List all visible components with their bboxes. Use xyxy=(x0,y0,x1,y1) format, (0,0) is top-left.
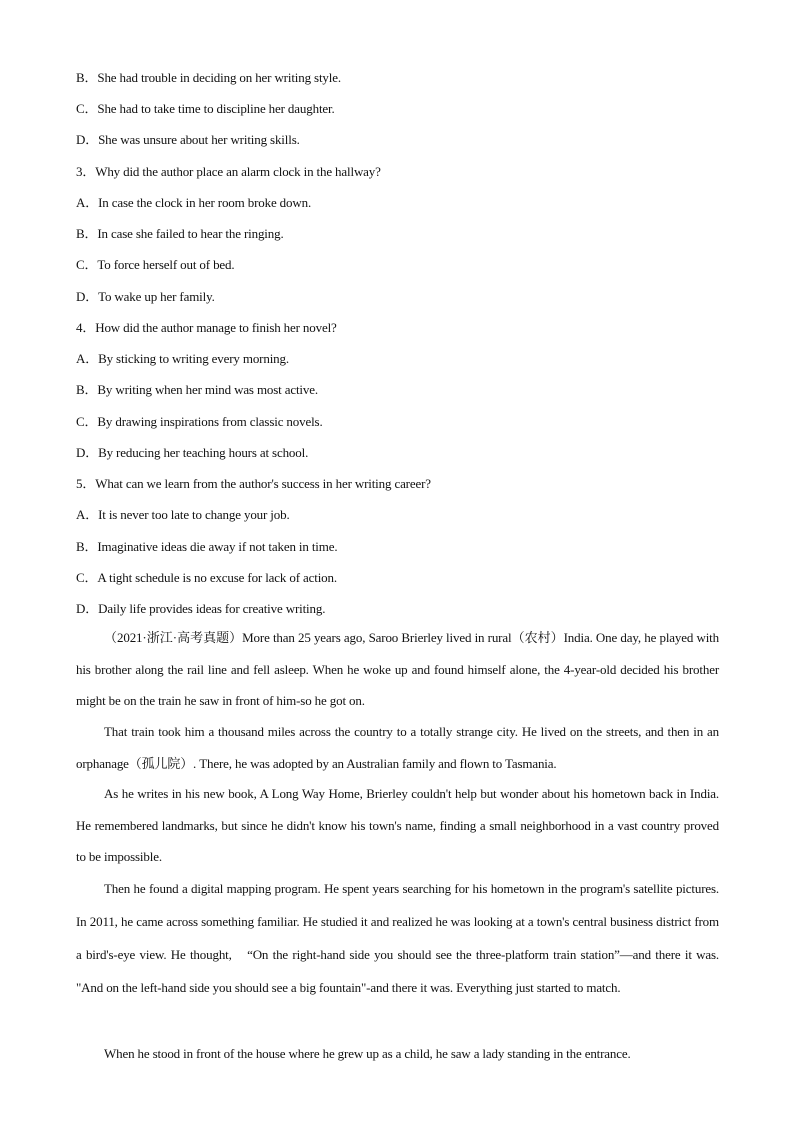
question-option: A．By sticking to writing every morning. xyxy=(76,351,289,366)
passage-paragraph: When he stood in front of the house where he grew up as a child, he saw a lady standing in the entrance. xyxy=(104,1046,631,1061)
question-option: D．By reducing her teaching hours at school. xyxy=(76,445,309,460)
question-option: A．In case the clock in her room broke down. xyxy=(76,195,312,210)
question-option: B．She had trouble in deciding on her writing style. xyxy=(76,70,341,85)
question-option: B．By writing when her mind was most active. xyxy=(76,382,318,397)
question-stem: 3．Why did the author place an alarm clock in the hallway? xyxy=(76,164,381,179)
question-option: D．To wake up her family. xyxy=(76,289,215,304)
passage-paragraph: That train took him a thousand miles across the country to a totally strange city. He lived on the streets, and then in an orphanage（孤儿院）. There, he was adopted by an Australian family and flown to Tasmania. xyxy=(76,724,719,771)
question-option: B．Imaginative ideas die away if not taken in time. xyxy=(76,539,338,554)
question-stem: 4．How did the author manage to finish her novel? xyxy=(76,320,337,335)
question-option: D．Daily life provides ideas for creative writing. xyxy=(76,601,326,616)
question-option: C．By drawing inspirations from classic novels. xyxy=(76,414,323,429)
passage-paragraph: As he writes in his new book, A Long Way Home, Brierley couldn't help but wonder about his hometown back in India. He remembered landmarks, but since he didn't know his town's name, finding a small neighborhood in a vast country proved to be impossible. xyxy=(76,786,719,864)
question-option: C．A tight schedule is no excuse for lack of action. xyxy=(76,570,337,585)
question-option: C．To force herself out of bed. xyxy=(76,257,235,272)
passage-paragraph: Then he found a digital mapping program. He spent years searching for his hometown in the program's satellite pictures. In 2011, he came across something familiar. He studied it and realized he was looking at a town's central business district from a bird's-eye view. He thought, “On the right-hand side you should see the three-platform train station”—and there it was. "And on the left-hand side you should see a big fountain"-and there it was. Everything just started to match. xyxy=(76,881,719,995)
question-stem: 5．What can we learn from the author's success in her writing career? xyxy=(76,476,431,491)
question-option: A．It is never too late to change your job. xyxy=(76,507,290,522)
question-option: C．She had to take time to discipline her daughter. xyxy=(76,101,335,116)
passage-paragraph: （2021·浙江·高考真题）More than 25 years ago, Saroo Brierley lived in rural（农村）India. One day, he played with his brother along the rail line and fell asleep. When he woke up and found himself alone, the 4-year-old decided his brother might be on the train he saw in front of him-so he got on. xyxy=(76,630,719,708)
question-option: D．She was unsure about her writing skills. xyxy=(76,132,300,147)
question-option: B．In case she failed to hear the ringing. xyxy=(76,226,284,241)
